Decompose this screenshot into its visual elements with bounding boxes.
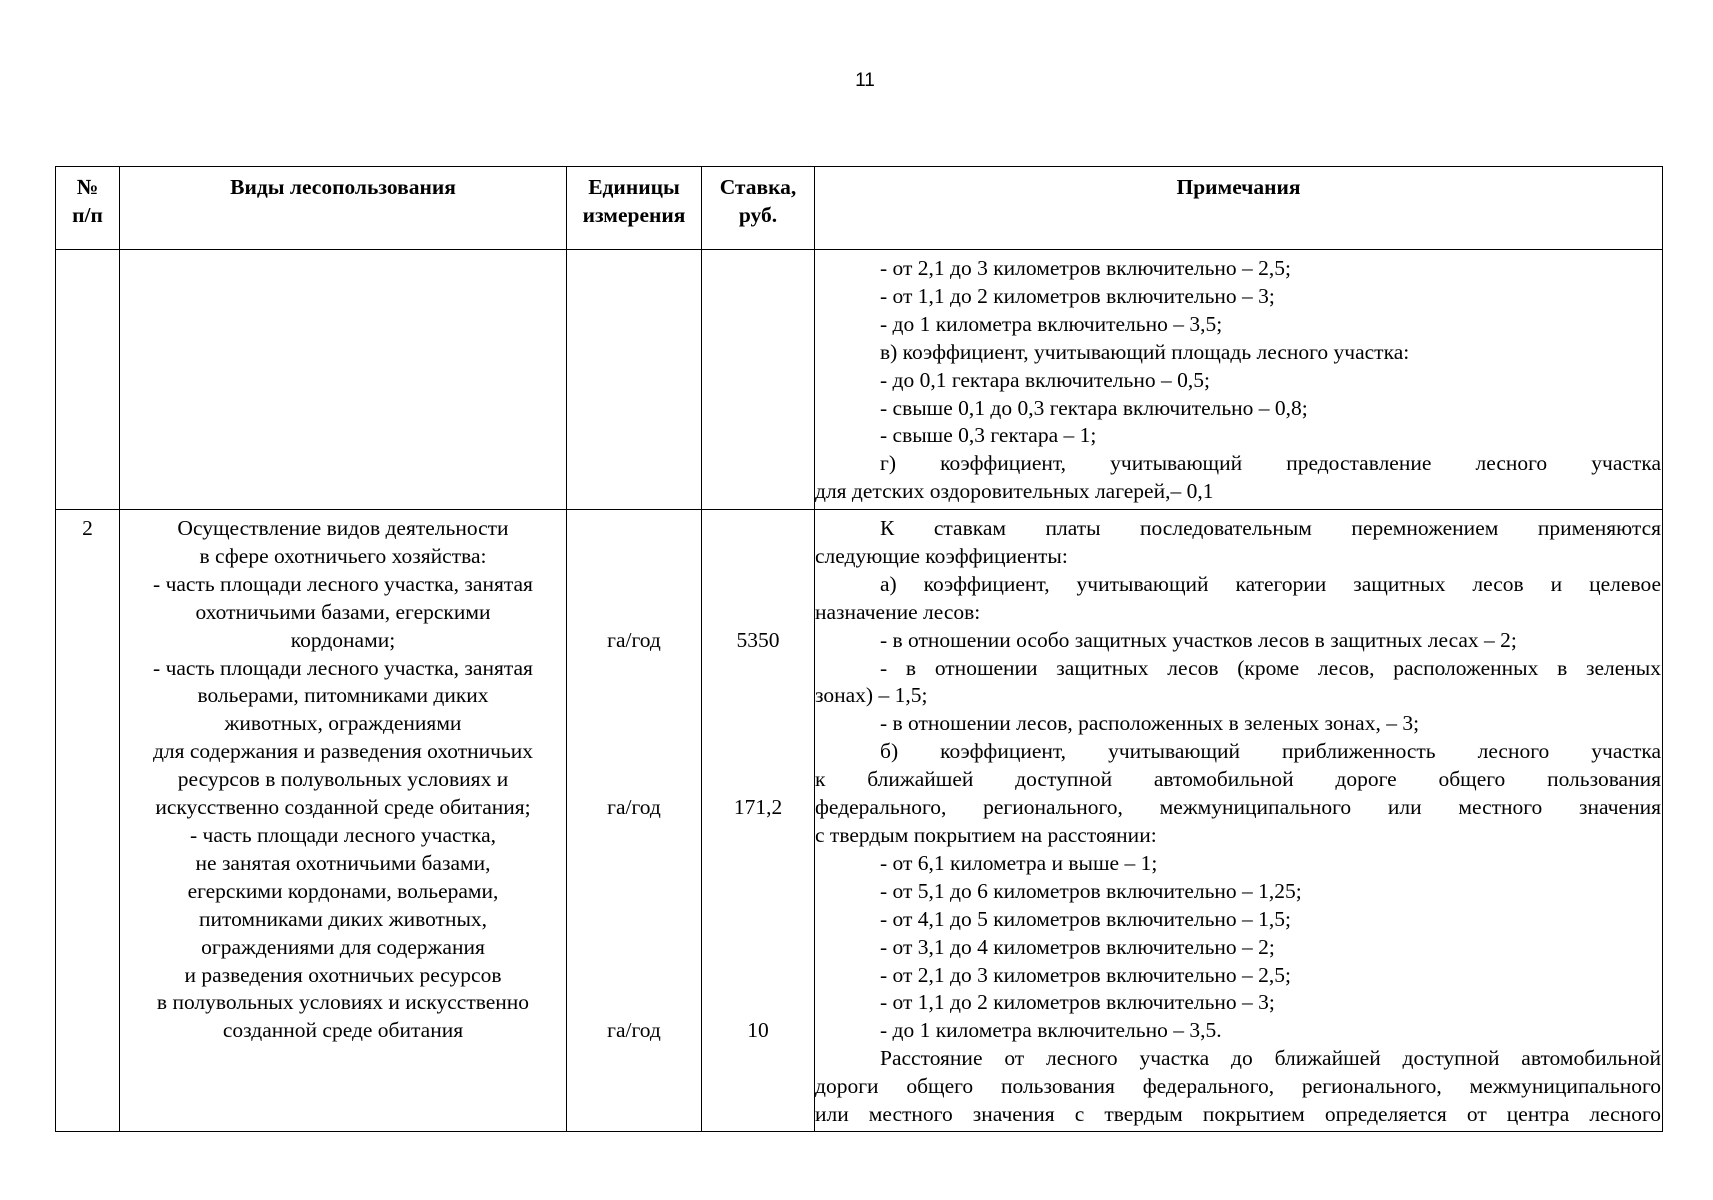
unit-value: га/год [607,795,661,819]
activity-line: охотничьими базами, егерскими [195,599,491,624]
note-line: - от 5,1 до 6 километров включительно – 1,25; [880,878,1302,903]
note-line: Расстояние от лесного участка до ближайшей доступной автомобильной [880,1046,1661,1071]
header-number-line2: п/п [72,203,103,227]
rate-value: 10 [747,1018,769,1042]
header-activity [120,167,567,250]
activity-line: питомниками диких животных, [198,906,488,931]
cell-rate-empty [702,250,815,510]
cell-number-empty [56,250,120,510]
header-units [567,167,702,250]
note-line: - от 1,1 до 2 километров включительно – 3; [880,283,1275,308]
activity-line: животных, ограждениями [224,711,462,736]
note-line: - свыше 0,3 гектара – 1; [880,423,1097,448]
note-line: - от 1,1 до 2 километров включительно – 3; [880,990,1275,1015]
note-line: зонах) – 1,5; [815,683,928,708]
header-rate [702,167,815,250]
cell-rates [702,510,815,1132]
activity-line: вольерами, питомниками диких [197,683,489,708]
header-rate-line2: руб. [738,203,778,227]
note-line: для детских оздоровительных лагерей,– 0,1 [815,479,1214,504]
table-row [56,510,1663,1132]
header-notes [815,167,1663,250]
rate-value: 171,2 [733,795,783,819]
note-line: - до 0,1 гектара включительно – 0,5; [880,367,1210,392]
note-line: а) коэффициент, учитывающий категории защитных лесов и целевое [880,571,1661,596]
unit-value: га/год [607,628,661,652]
activity-line: ограждениями для содержания [201,934,485,959]
activity-line: егерскими кордонами, вольерами, [187,878,499,903]
cell-units [567,510,702,1132]
header-units-line2: измерения [582,203,686,227]
header-rate-line1: Ставка, [719,175,797,199]
activity-line: искусственно созданной среде обитания; [155,795,531,820]
unit-value: га/год [607,1018,661,1042]
activity-line: не занятая охотничьими базами, [195,850,491,875]
cell-units-empty [567,250,702,510]
note-line: б) коэффициент, учитывающий приближенность лесного участка [880,739,1661,764]
header-activity-text: Виды лесопользования [230,175,456,199]
note-line: назначение лесов: [815,599,981,624]
activity-line: кордонами; [290,627,396,652]
note-line: - от 2,1 до 3 километров включительно – 2,5; [880,962,1292,987]
note-line: - в отношении лесов, расположенных в зеленых зонах, – 3; [880,711,1420,736]
note-line: - от 4,1 до 5 километров включительно – 1,5; [880,906,1292,931]
note-line: к ближайшей доступной автомобильной дороге общего пользования [815,767,1661,792]
cell-notes-continuation [815,250,1663,510]
cell-activity-empty [120,250,567,510]
note-line: - до 1 километра включительно – 3,5; [880,311,1223,336]
activity-line: ресурсов в полувольных условиях и [177,767,509,792]
activity-line: в сфере охотничьего хозяйства: [199,543,487,568]
activity-line: и разведения охотничьих ресурсов [184,962,502,987]
header-notes-text: Примечания [1176,175,1301,199]
activity-line: - часть площади лесного участка, [189,822,496,847]
cell-notes [815,510,1663,1132]
header-number-line1: № [76,175,99,199]
page-number: 11 [855,70,875,91]
forest-use-rates-table [55,166,1663,1132]
note-line: или местного значения с твердым покрытием определяется от центра лесного [815,1102,1661,1127]
cell-activity [120,510,567,1132]
note-line: следующие коэффициенты: [815,543,1068,568]
note-line: - от 6,1 километра и выше – 1; [880,850,1158,875]
activity-line: в полувольных условиях и искусственно [156,990,530,1015]
activity-line: - часть площади лесного участка, занятая [153,571,533,596]
note-line: г) коэффициент, учитывающий предоставление лесного участка [880,451,1661,476]
activity-line: для содержания и разведения охотничьих [152,739,534,764]
note-line: - в отношении особо защитных участков лесов в защитных лесах – 2; [880,627,1517,652]
table-row [56,250,1663,510]
note-line: дороги общего пользования федерального, регионального, межмуниципального [815,1074,1661,1099]
note-line: с твердым покрытием на расстоянии: [815,822,1157,847]
note-line: - в отношении защитных лесов (кроме лесов, расположенных в зеленых [880,655,1661,680]
cell-row-number: 2 [56,510,120,1132]
activity-line: Осуществление видов деятельности [177,516,509,540]
note-line: - от 2,1 до 3 километров включительно – 2,5; [880,256,1292,280]
activity-line: созданной среде обитания [222,1018,464,1043]
header-units-line1: Единицы [588,175,680,199]
rate-value: 5350 [736,628,780,652]
table-header-row [56,167,1663,250]
note-line: федерального, регионального, межмуниципального или местного значения [815,795,1661,820]
note-line: К ставкам платы последовательным перемножением применяются [880,516,1661,540]
activity-line: - часть площади лесного участка, занятая [153,655,533,680]
note-line: - до 1 километра включительно – 3,5. [880,1018,1222,1043]
header-number [56,167,120,250]
note-line: - свыше 0,1 до 0,3 гектара включительно – 0,8; [880,395,1308,420]
note-line: - от 3,1 до 4 километров включительно – 2; [880,934,1275,959]
note-line: в) коэффициент, учитывающий площадь лесного участка: [880,339,1410,364]
